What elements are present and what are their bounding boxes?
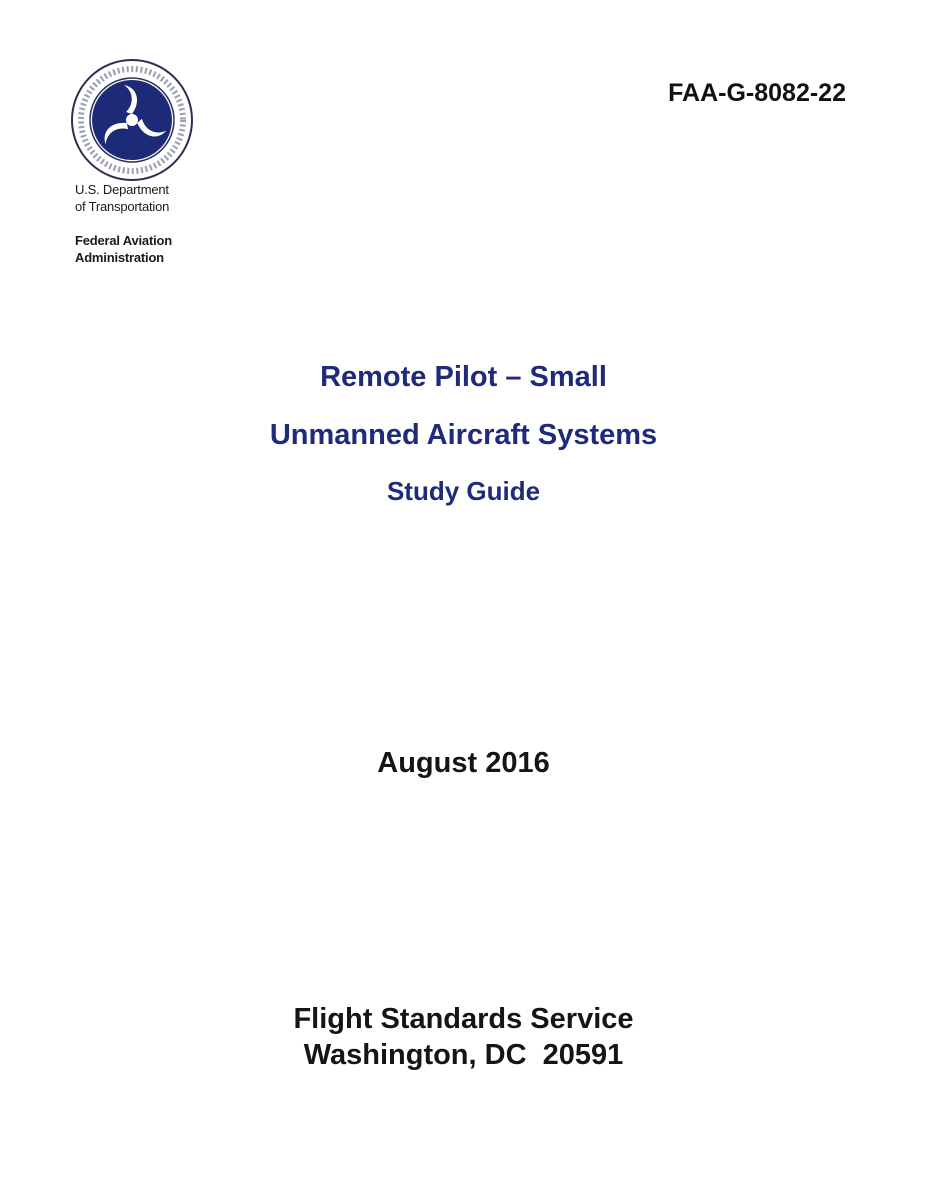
title-line-3: Study Guide [386,476,541,506]
document-number: FAA-G-8082-22 [668,79,846,107]
agency-faa-line-1: Federal Aviation [75,233,172,248]
title-line-2: Unmanned Aircraft Systems [269,419,658,451]
dot-seal-logo [70,58,194,182]
footer-office: Flight Standards Service [293,1003,634,1035]
agency-department-line-1: U.S. Department [75,182,169,197]
footer-address: Washington, DC 20591 [303,1039,624,1071]
agency-faa-line-2: Administration [75,250,164,265]
agency-department-line-2: of Transportation [75,199,170,214]
publication-date: August 2016 [377,747,550,779]
title-line-1: Remote Pilot – Small [320,361,607,393]
